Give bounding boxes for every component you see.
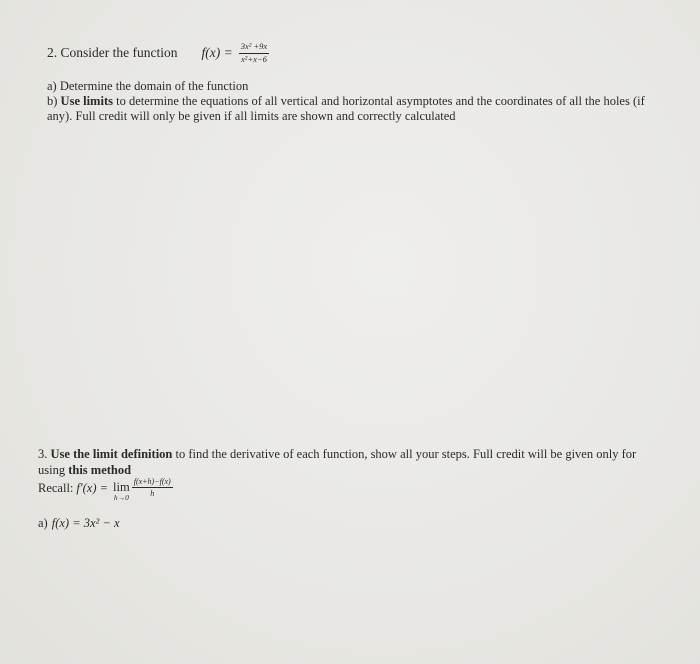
question-2-part-a: a) Determine the domain of the function <box>47 79 249 93</box>
q3-text-1: to find the derivative of each function, show all your steps. Full credit will be given only for using <box>38 447 637 477</box>
function-fraction <box>239 42 269 65</box>
recall-label: Recall: <box>38 481 74 495</box>
difference-quotient-numerator: f(x+h)−f(x) <box>132 477 173 488</box>
question-3 <box>38 446 668 531</box>
part-b-prefix: b) <box>47 94 61 108</box>
function-numerator: 3x² +9x <box>239 42 269 54</box>
question-3-part-a <box>38 516 668 531</box>
question-2-heading <box>47 38 687 68</box>
q3-emphasis-1: Use the limit definition <box>50 447 173 461</box>
question-2 <box>47 38 687 124</box>
q3-emphasis-2: this method <box>68 463 132 477</box>
recall-definition <box>38 479 668 502</box>
question-2-prompt: 2. Consider the function <box>47 45 178 60</box>
part-b-text: to determine the equations of all vertical and horizontal asymptotes and the coordinates of all the holes (if any). Full credit will only be given if all limits are shown and correctly calculated <box>47 94 645 123</box>
derivative-lhs: f′(x) = <box>76 481 109 495</box>
question-2-parts <box>47 79 659 124</box>
limit-word: lim <box>113 480 130 494</box>
part-a-function: f(x) = 3x² − x <box>51 516 120 530</box>
difference-quotient <box>132 477 173 498</box>
question-3-prompt <box>38 446 663 478</box>
limit-subscript: h→0 <box>113 493 129 502</box>
part-b-emphasis: Use limits <box>60 94 113 108</box>
question-2-part-b <box>47 94 659 124</box>
limit-operator <box>113 481 130 502</box>
part-a-label: a) <box>38 516 48 530</box>
difference-quotient-denominator: h <box>150 489 155 499</box>
q3-prefix: 3. <box>38 447 51 461</box>
function-denominator: x²+x−6 <box>241 53 267 64</box>
function-name: f(x) = <box>201 45 233 60</box>
